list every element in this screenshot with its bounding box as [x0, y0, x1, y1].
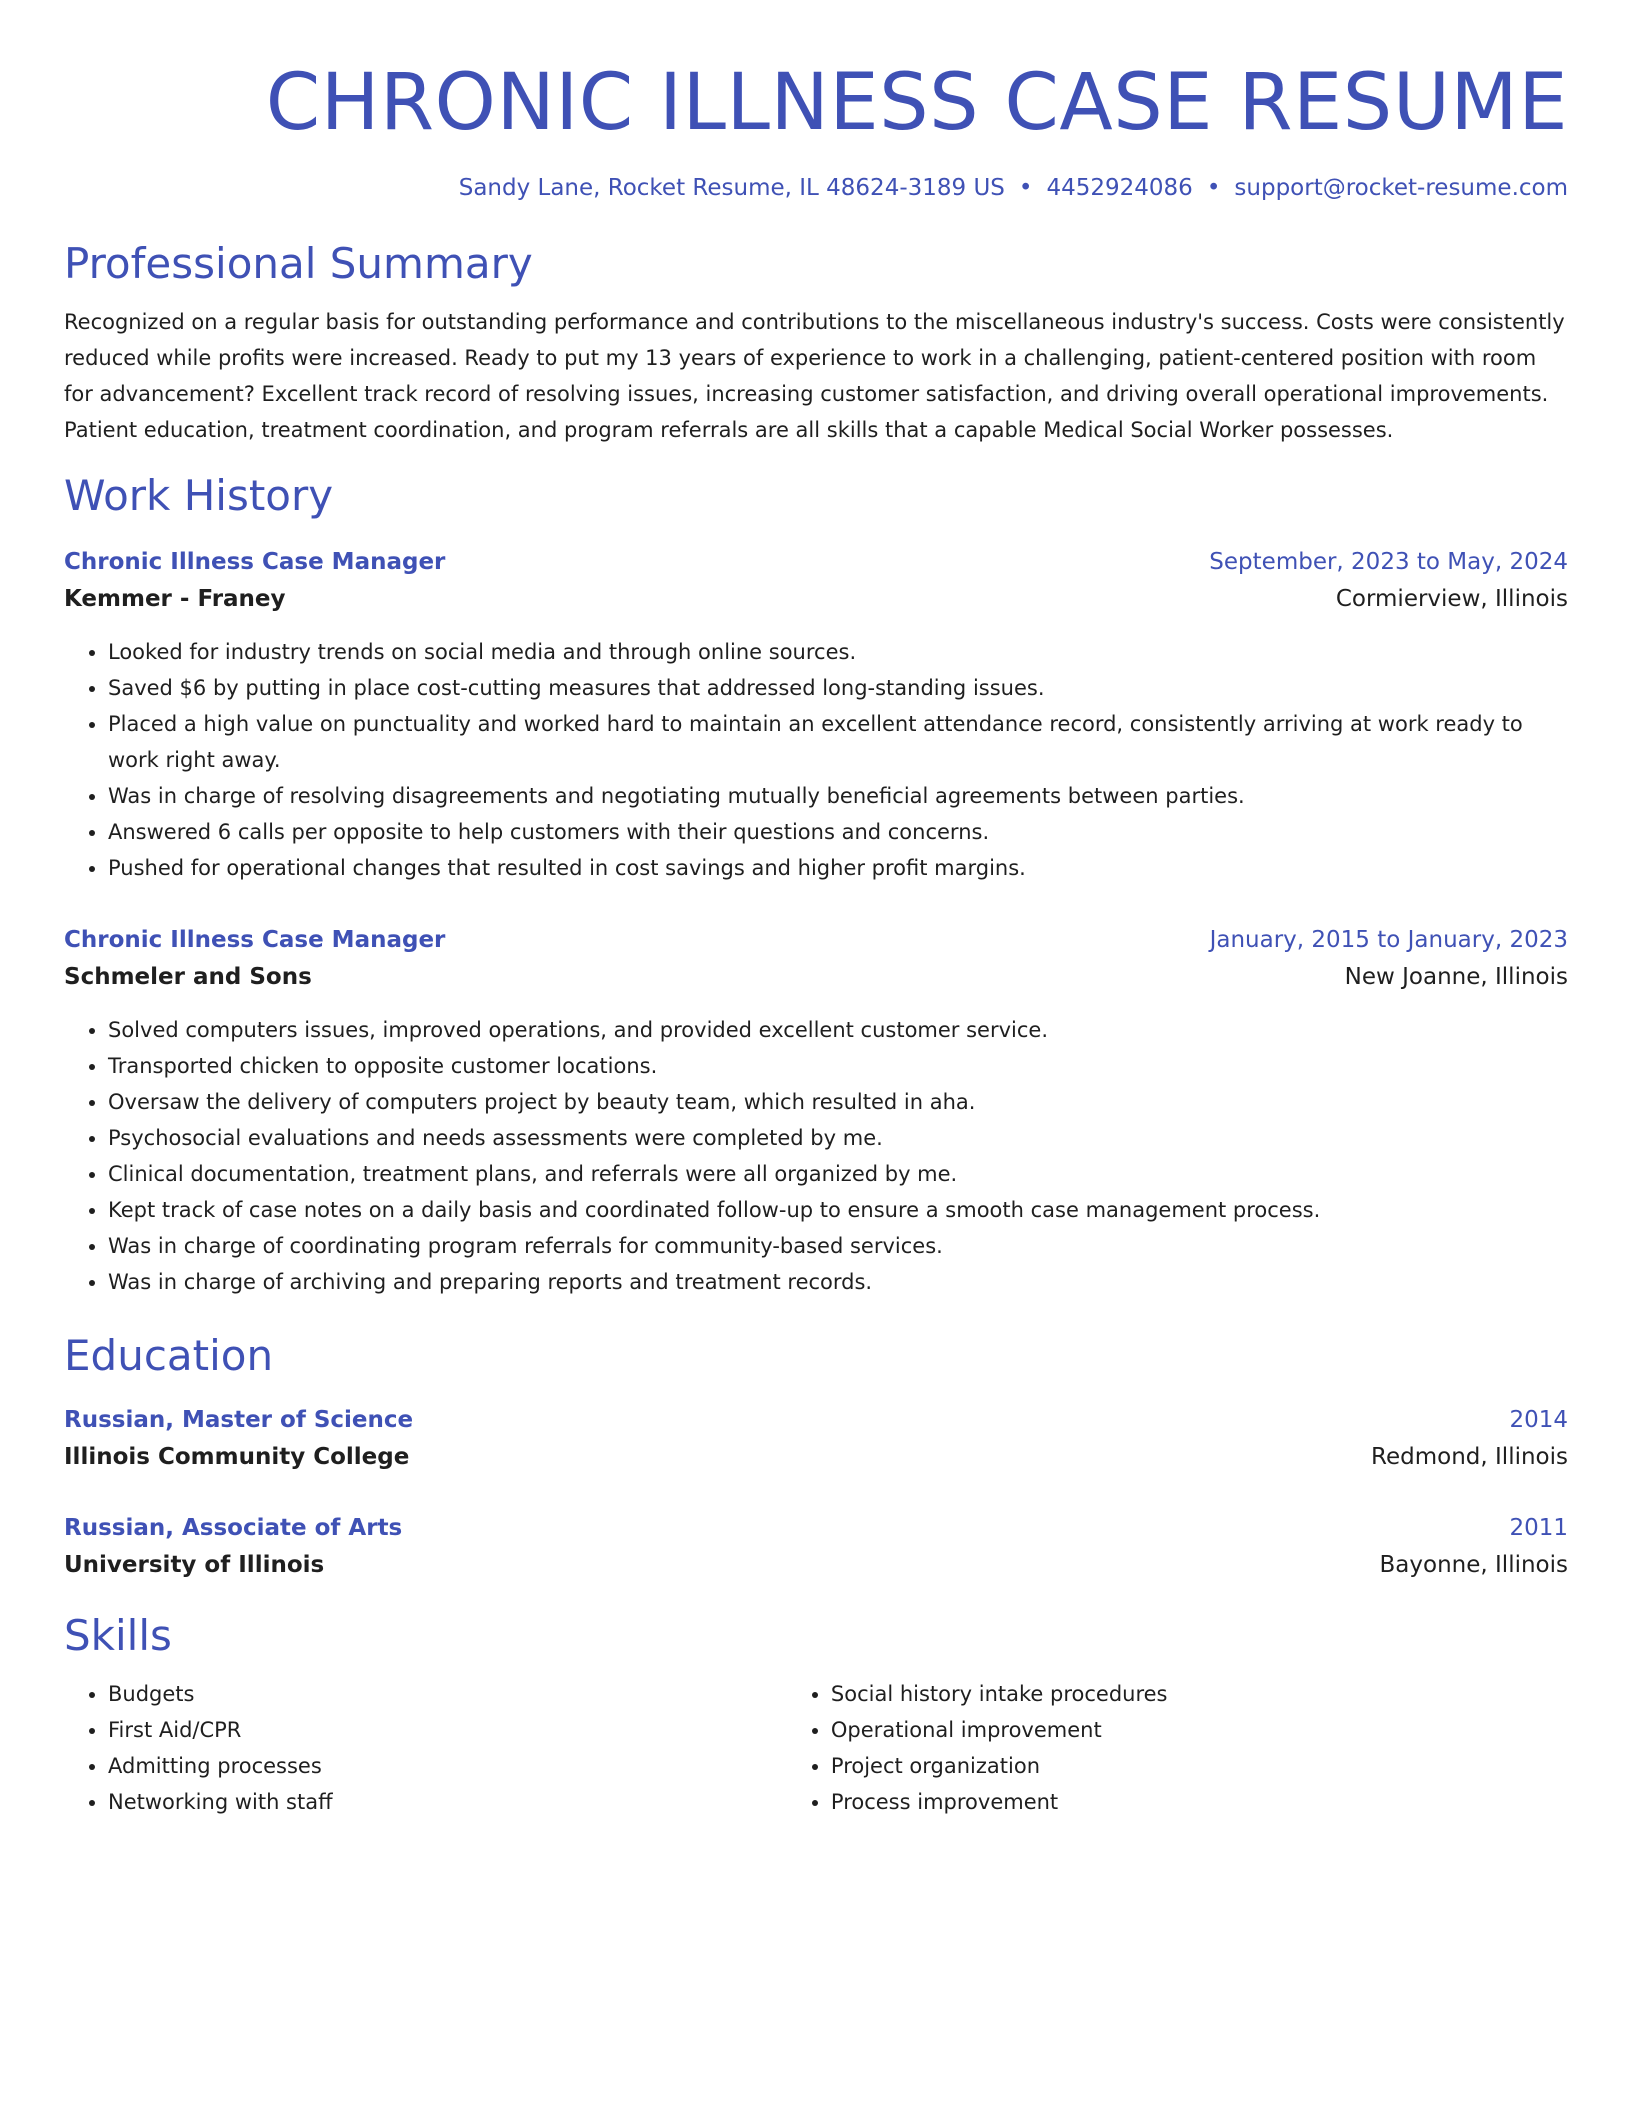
skill-item: • Budgets [108, 1676, 787, 1712]
education-school: Illinois Community College [64, 1444, 410, 1470]
summary-heading: Professional Summary [64, 239, 533, 288]
education-school: University of Illinois [64, 1552, 325, 1578]
education-location: Bayonne, Illinois [1379, 1552, 1568, 1578]
job-bullet: • Was in charge of archiving and preparing reports and treatment records. [108, 1264, 1568, 1300]
contact-line [64, 172, 1568, 204]
education-degree: Russian, Master of Science [64, 1407, 414, 1433]
job-bullet: • Answered 6 calls per opposite to help customers with their questions and concerns. [108, 814, 1568, 850]
job-dates: January, 2015 to January, 2023 [1209, 927, 1568, 953]
skill-item: • Social history intake procedures [831, 1676, 1568, 1712]
education-degree: Russian, Associate of Arts [64, 1515, 403, 1541]
education-year: 2014 [1509, 1407, 1568, 1433]
summary-text: Recognized on a regular basis for outstanding performance and contributions to the miscellaneous industry's success. Costs were consistently reduced while profits were increased. Ready to put my 13 years of experience to work in a challenging, patient-centered position with room for advancement? Excellent track record of resolving issues, increasing customer satisfaction, and driving overall operational improvements. Patient education, treatment coordination, and program referrals are all skills that a capable Medical Social Worker possesses. [64, 310, 1565, 442]
job-entry [64, 922, 1568, 1300]
job-dates: September, 2023 to May, 2024 [1209, 549, 1568, 575]
job-bullet: • Pushed for operational changes that resulted in cost savings and higher profit margins. [108, 850, 1568, 886]
job-bullet: • Transported chicken to opposite customer locations. [108, 1048, 1568, 1084]
skills-left-column [64, 1676, 787, 1820]
job-bullet: • Was in charge of resolving disagreements and negotiating mutually beneficial agreements between parties. [108, 778, 1568, 814]
job-bullet: • Kept track of case notes on a daily basis and coordinated follow-up to ensure a smooth case management process. [108, 1192, 1568, 1228]
contact-separator: • [1206, 175, 1221, 201]
skill-item: • Process improvement [831, 1784, 1568, 1820]
job-bullet: • Looked for industry trends on social media and through online sources. [108, 634, 1568, 670]
job-bullets [64, 634, 1568, 886]
job-bullet: • Clinical documentation, treatment plans, and referrals were all organized by me. [108, 1156, 1568, 1192]
skill-item: • Admitting processes [108, 1748, 787, 1784]
contact-email[interactable]: support@rocket-resume.com [1234, 175, 1568, 201]
contact-address: Sandy Lane, Rocket Resume, IL 48624-3189 US [458, 175, 1005, 201]
education-entry [64, 1402, 1568, 1476]
resume-page [64, 0, 1568, 1820]
job-bullet: • Saved $6 by putting in place cost-cutting measures that addressed long-standing issues. [108, 670, 1568, 706]
work-history-heading: Work History [64, 471, 334, 520]
job-location: Cormierview, Illinois [1335, 586, 1568, 612]
job-bullet: • Was in charge of coordinating program referrals for community-based services. [108, 1228, 1568, 1264]
skill-item: • Networking with staff [108, 1784, 787, 1820]
job-title: Chronic Illness Case Manager [64, 549, 446, 575]
skill-item: • First Aid/CPR [108, 1712, 787, 1748]
education-entry [64, 1510, 1568, 1584]
job-bullet: • Solved computers issues, improved operations, and provided excellent customer service. [108, 1012, 1568, 1048]
job-bullet: • Psychosocial evaluations and needs assessments were completed by me. [108, 1120, 1568, 1156]
job-bullets [64, 1012, 1568, 1300]
job-bullet: • Oversaw the delivery of computers project by beauty team, which resulted in aha. [108, 1084, 1568, 1120]
job-entry [64, 544, 1568, 886]
skills-columns [64, 1676, 1568, 1820]
contact-phone: 4452924086 [1046, 175, 1193, 201]
skill-item: • Project organization [831, 1748, 1568, 1784]
education-heading: Education [64, 1331, 274, 1380]
education-location: Redmond, Illinois [1371, 1444, 1568, 1470]
job-location: New Joanne, Illinois [1344, 964, 1568, 990]
job-company: Schmeler and Sons [64, 964, 312, 990]
skills-heading: Skills [64, 1611, 172, 1660]
skills-right-column [787, 1676, 1568, 1820]
education-year: 2011 [1509, 1515, 1568, 1541]
job-title: Chronic Illness Case Manager [64, 927, 446, 953]
job-bullet: • Placed a high value on punctuality and worked hard to maintain an excellent attendance record, consistently arriving at work ready to work right away. [108, 706, 1568, 778]
contact-separator: • [1018, 175, 1033, 201]
resume-name: CHRONIC ILLNESS CASE RESUME [265, 58, 1568, 148]
job-company: Kemmer - Franey [64, 586, 286, 612]
skill-item: • Operational improvement [831, 1712, 1568, 1748]
